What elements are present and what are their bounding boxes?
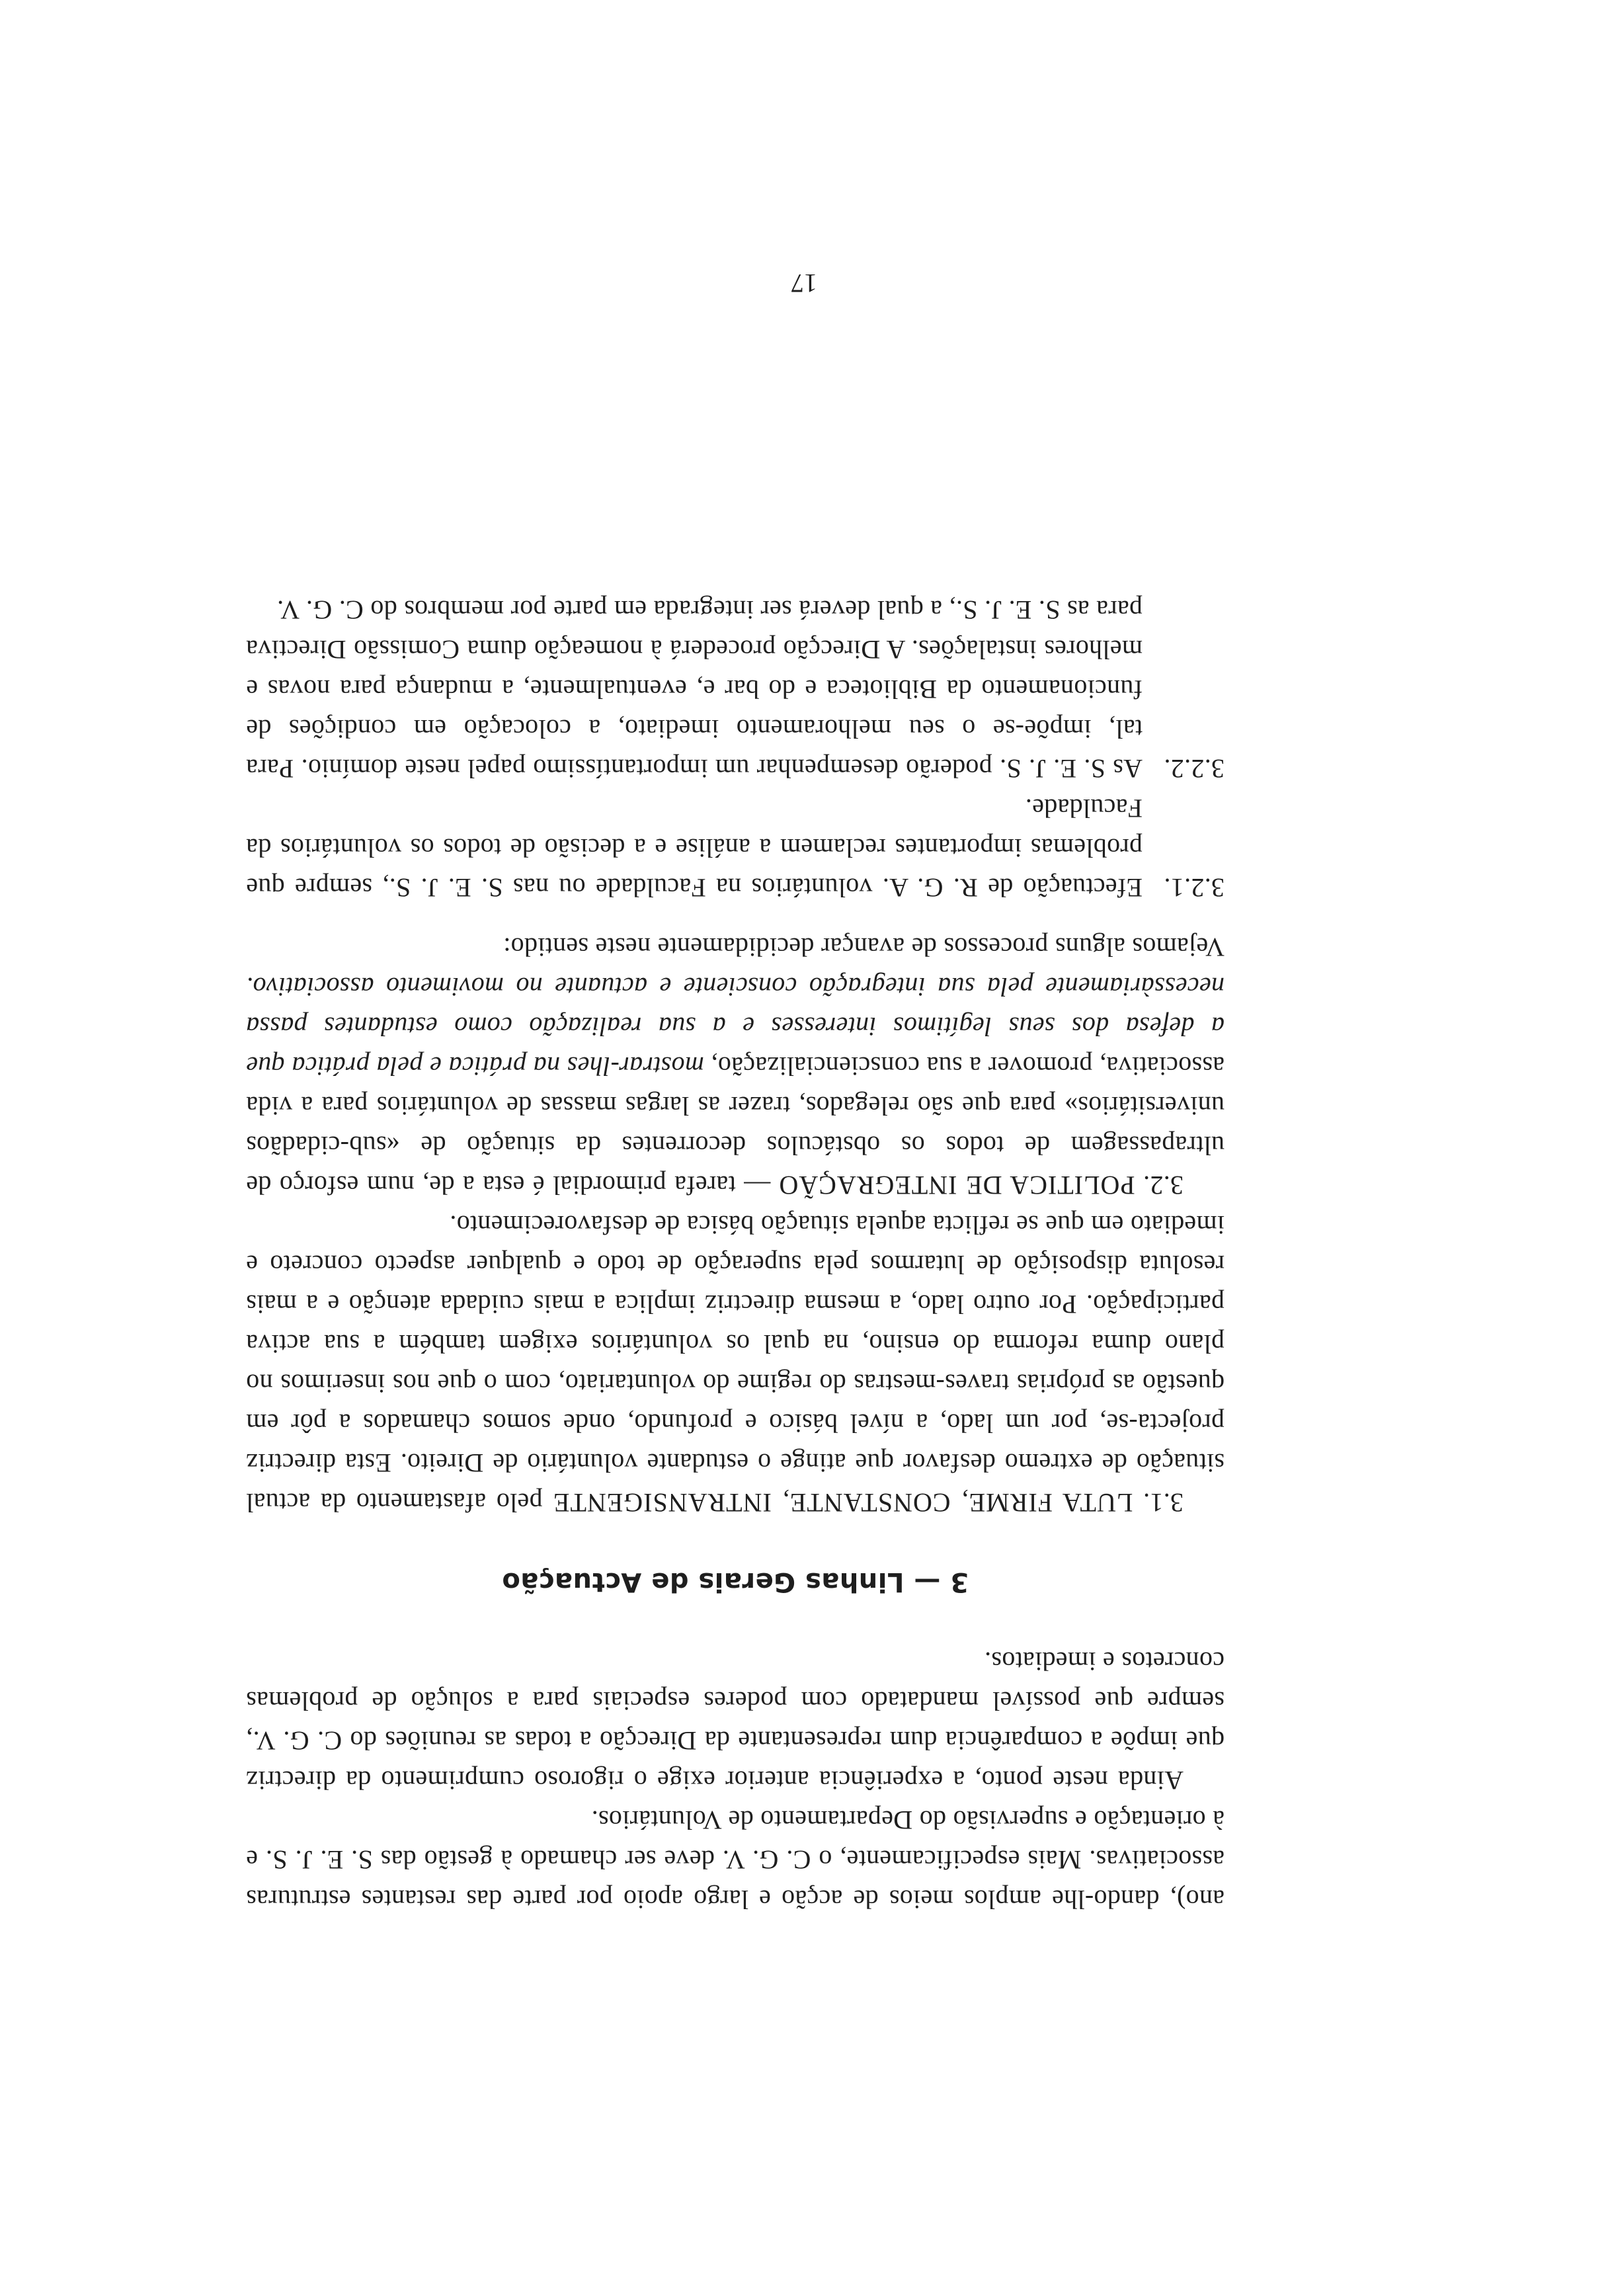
section-3-2: [246, 927, 1225, 1205]
section-3-2-text-a: — tarefa primordial é esta a de, num esforço de ultrapassagem de todos os obstáculos decorrentes da situação de «sub-cidadãos universitários» para que são relegados, trazer as largas massas de voluntários para a vida associativa, promover a sua consciencialização,: [246, 1051, 1225, 1200]
item-3-2-2-number: 3.2.2.: [1164, 754, 1225, 784]
section-3-2-text-b: Vejamos alguns processos de avançar decididamente neste sentido:: [502, 932, 1225, 962]
section-3-1-text: pelo afastamento da actual situação de extremo desfavor que atinge o estudante voluntário de Direito. Esta directriz projecta-se, por um lado, a nível básico e profundo, onde somos chamados a pôr em questão as próprias traves-mestras do regime do voluntariato, com o que nos inserimos no plano duma reforma do ensino, na qual os voluntários exigem também a sua activa participação. Por outro lado, a mesma directriz implica a mais cuidada atenção e a mais resoluta disposição de lutarmos pela superação de todo e qualquer aspecto concreto e imediato em que se reflicta aquela situação básica de desfavorecimento.: [245, 1210, 1225, 1518]
section-3-1: [246, 1205, 1225, 1522]
section-heading: 3 — Linhas Gerais de Actuação: [501, 1567, 969, 1597]
item-3-2-2: [246, 590, 1225, 788]
item-3-2-1: [246, 788, 1225, 907]
section-3-2-italic: mostrar-lhes na prática e pela prática que a defesa dos seus legítimos interesses e a sua realização como estudantes passa necessàriamente pela sua integração consciente e actuante no movimento associativo.: [246, 972, 1225, 1081]
item-3-2-2-text: As S. E. J. S. poderão desempenhar um importantíssimo papel neste domínio. Para tal, impõe-se o seu melhoramento imediato, a colocação em condições de funcionamento da Biblioteca e do bar e, eventualmente, a mudança para novas e melhores instalações. A Direcção procederá à nomeação duma Comissão Directiva para as S. E. J. S., a qual deverá ser integrada em parte por membros do C. G. V.: [246, 595, 1143, 784]
item-3-2-1-text: Efectuação de R. G. A. voluntários na Faculdade ou nas S. E. J. S., sempre que problemas importantes reclamem a análise e a decisão de todos os voluntários da Faculdade.: [246, 794, 1143, 903]
section-3-2-title: POLITICA DE INTEGRAÇÃO: [778, 1170, 1135, 1200]
section-3-1-title: LUTA FIRME, CONSTANTE, INTRANSIGENTE: [553, 1488, 1133, 1518]
section-3-2-number: 3.2.: [1143, 1170, 1184, 1200]
paragraph-intro: ano), dando-lhe amplos meios de acção e largo apoio por parte das restantes estruturas associativas. Mais especificamente, o C. G. V. deve ser chamado à gestão das S. E. J. S. e à orientação e supervisão do Departamento de Voluntários.: [246, 1805, 1225, 1914]
item-3-2-1-number: 3.2.1.: [1164, 873, 1225, 903]
page-body: [246, 590, 1225, 1919]
page-number: 17: [791, 268, 817, 298]
paragraph-direction: Ainda neste ponto, a experiência anterior exige o rigoroso cumprimento da directriz que impõe a comparência dum representante da Direcção a todas as reuniões do C. G. V., sempre que possível mandatado com poderes especiais para a solução de problemas concretos e imediatos.: [246, 1647, 1225, 1795]
section-3-1-number: 3.1.: [1143, 1488, 1184, 1518]
